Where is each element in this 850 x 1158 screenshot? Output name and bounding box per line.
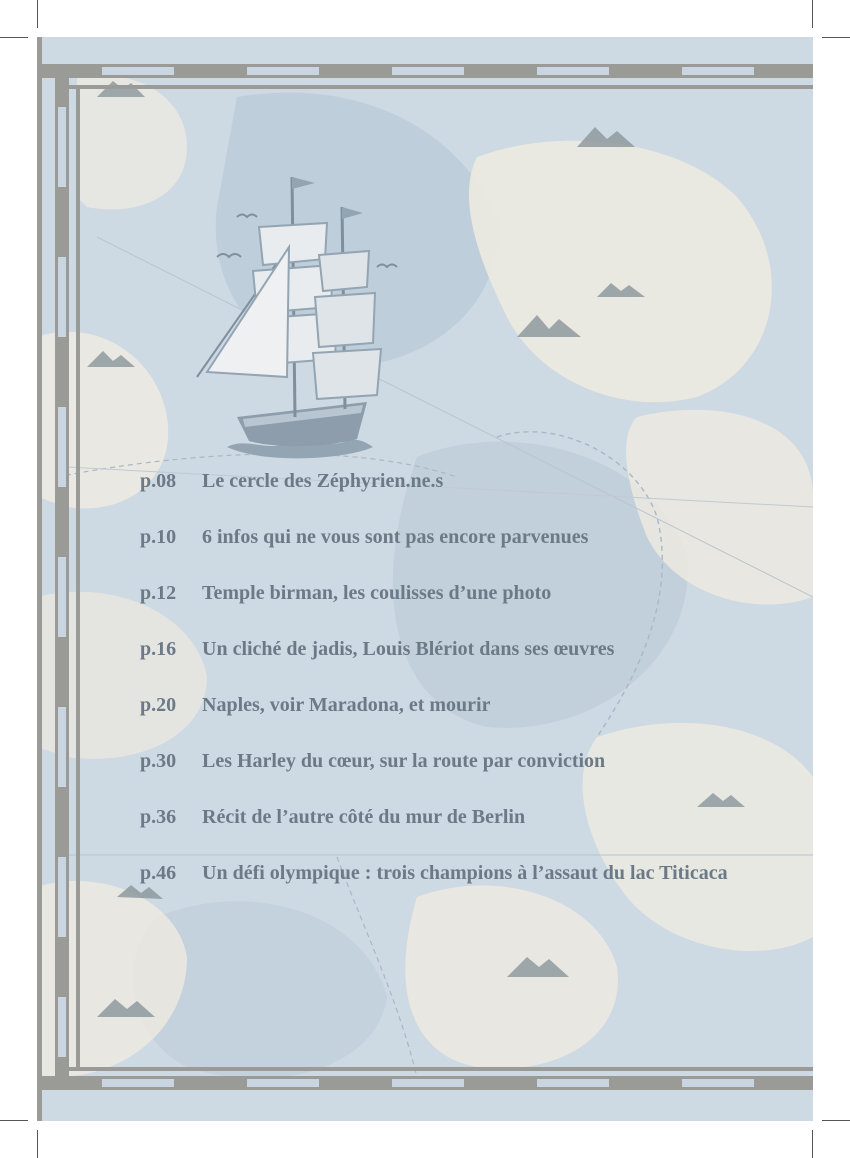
toc-entry[interactable] xyxy=(140,638,614,668)
crop-mark xyxy=(37,0,38,28)
toc-title: Le cercle des Zéphyrien.ne.s xyxy=(202,470,444,492)
toc-page-number: p.36 xyxy=(140,806,177,828)
toc-entry[interactable] xyxy=(140,694,491,724)
toc-entry[interactable] xyxy=(140,470,443,500)
table-of-contents xyxy=(37,37,813,1121)
toc-page-number: p.30 xyxy=(140,750,177,772)
toc-page-number: p.12 xyxy=(140,582,177,604)
crop-mark xyxy=(822,1120,850,1121)
crop-mark xyxy=(0,37,28,38)
toc-page-number: p.20 xyxy=(140,694,177,716)
toc-title: Les Harley du cœur, sur la route par conviction xyxy=(202,750,606,772)
page xyxy=(37,37,813,1121)
toc-page-number: p.10 xyxy=(140,526,177,548)
toc-title: Un défi olympique : trois champions à l’assaut du lac Titicaca xyxy=(202,862,728,884)
toc-title: Naples, voir Maradona, et mourir xyxy=(202,694,491,716)
crop-mark xyxy=(0,1120,28,1121)
toc-page-number: p.46 xyxy=(140,862,177,884)
toc-entry[interactable] xyxy=(140,806,525,836)
toc-entry[interactable] xyxy=(140,750,605,780)
toc-page-number: p.16 xyxy=(140,638,177,660)
toc-title: 6 infos qui ne vous sont pas encore parvenues xyxy=(202,526,589,548)
toc-title: Un cliché de jadis, Louis Blériot dans ses œuvres xyxy=(202,638,615,660)
toc-entry[interactable] xyxy=(140,582,551,612)
toc-page-number: p.08 xyxy=(140,470,177,492)
toc-title: Temple birman, les coulisses d’une photo xyxy=(202,582,552,604)
crop-mark xyxy=(812,1130,813,1158)
toc-entry[interactable] xyxy=(140,526,588,556)
crop-mark xyxy=(812,0,813,28)
crop-mark xyxy=(37,1130,38,1158)
crop-mark xyxy=(822,37,850,38)
toc-entry[interactable] xyxy=(140,862,728,892)
toc-title: Récit de l’autre côté du mur de Berlin xyxy=(202,806,526,828)
